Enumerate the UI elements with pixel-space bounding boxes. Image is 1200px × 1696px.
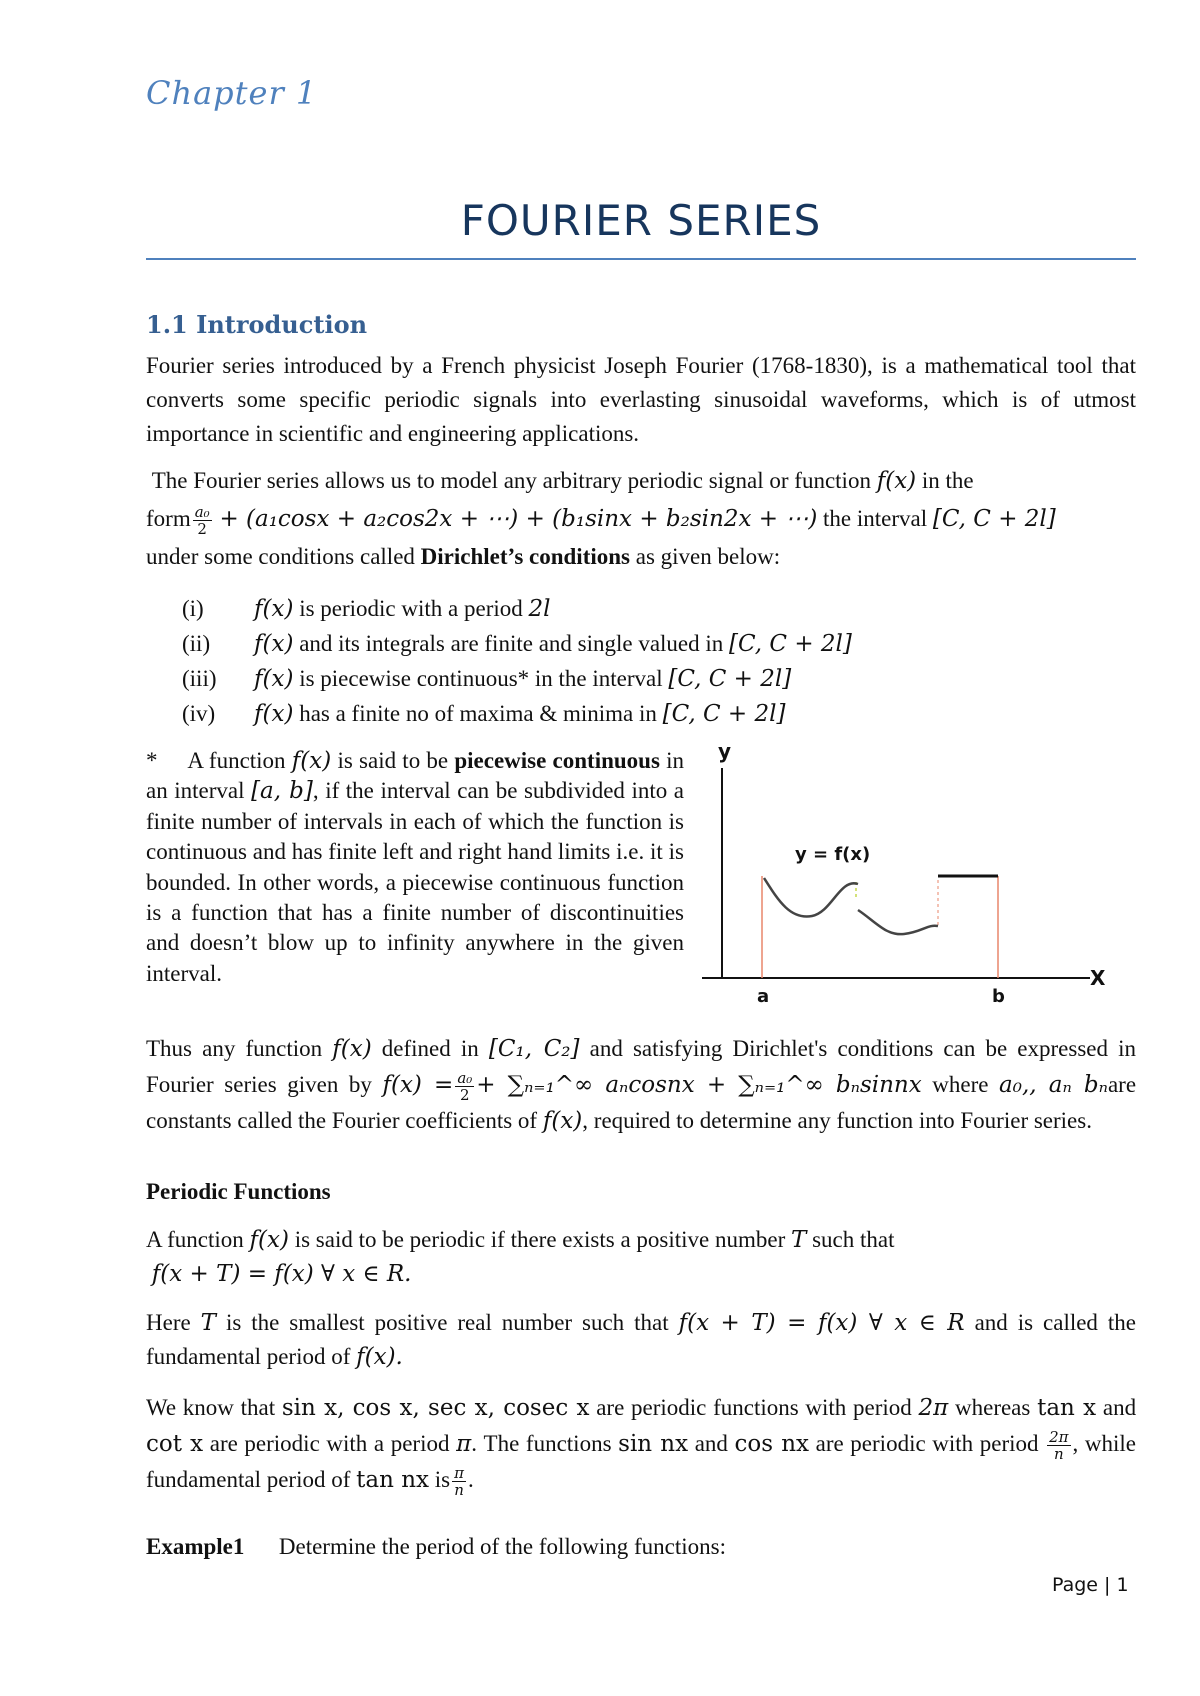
fraction-2pi-over-n: $\frac{2\pi}{n}$ xyxy=(1049,1428,1069,1464)
fourier-series-paragraph: Thus any function f(x) defined in [C₁, C₂] and satisfying Dirichlet's conditions can be expressed in Fourier series given by f(x) = $\frac{\text{a₀}}{2}$ + ∑ₙ₌₁^∞ aₙcosnx + ∑ₙ₌₁^∞ bₙsinnx where a₀,, aₙ bₙare constants called the Fourier coefficients of f(x), required to determine any function into Fourier series. xyxy=(146,1036,1137,1135)
fraction-pi-over-n: $\frac{\pi}{n}$ xyxy=(454,1464,464,1500)
fundamental-period-paragraph: Here T is the smallest positive real number such that f(x + T) = f(x) ∀ x ∈ R and is called the fundamental period of f(x). xyxy=(146,1310,1136,1370)
example-line: Example1 Determine the period of the following functions: xyxy=(146,1534,726,1559)
b-label: b xyxy=(992,986,1005,1007)
curve-segment-1 xyxy=(764,878,858,917)
trig-periods-paragraph: We know that sin x, cos x, sec x, cosec x are periodic functions with period 2π whereas tan x and cot x are periodic with a period π. The functions sin nx and cos nx are periodic with period $\frac{2\pi}{n}$ , while fundamental period of tan nx is $\frac{\pi}{n}$ . xyxy=(146,1395,1137,1500)
curve-segment-2 xyxy=(858,910,938,934)
y-axis-label: y xyxy=(718,740,732,763)
title-underline xyxy=(146,258,1136,260)
fraction-a0-over-2: $\frac{\text{a₀}}{2}$ xyxy=(194,503,210,539)
condition-item: (ii) f(x) and its integrals are finite and single valued in [C, C + 2l] xyxy=(182,631,852,657)
piecewise-function-figure xyxy=(690,740,1140,1010)
condition-item: (i) f(x) is periodic with a period 2l xyxy=(182,596,551,622)
periodic-definition: A function f(x) is said to be periodic if there exists a positive number T such that f(x + T) = f(x) ∀ x ∈ R. xyxy=(146,1227,895,1287)
fourier-form-paragraph: The Fourier series allows us to model any arbitrary periodic signal or function f(x) in the form $\frac{\text{a₀}}{2}$ + (a₁cosx + a₂cos2x + ⋯) + (b₁sinx + b₂sin2x + ⋯) the interval [C, C + 2l] under some conditions called Dirichlet’s conditions as given below: xyxy=(146,468,1056,569)
x-axis-label: X xyxy=(1090,966,1106,990)
condition-item: (iii) f(x) is piecewise continuous* in the interval [C, C + 2l] xyxy=(182,666,792,692)
page-number-footer: Page | 1 xyxy=(1052,1574,1129,1596)
periodic-functions-heading: Periodic Functions xyxy=(146,1179,331,1204)
piecewise-note: * A function f(x) is said to be piecewise continuous in an interval [a, b], if the interval can be subdivided into a finite number of intervals in each of which the function is continuous and has finite left and right hand limits i.e. it is bounded. In other words, a piecewise continuous function is a function that has a finite number of discontinuities and doesn’t blow up to infinity anywhere in the given interval. xyxy=(146,748,685,986)
section-heading: 1.1 Introduction xyxy=(146,310,368,339)
a-label: a xyxy=(757,986,770,1007)
page-title: FOURIER SERIES xyxy=(460,196,822,245)
chapter-label: Chapter 1 xyxy=(146,74,318,112)
intro-paragraph: Fourier series introduced by a French physicist Joseph Fourier (1768-1830), is a mathematical tool that converts some specific periodic signals into everlasting sinusoidal waveforms, which is of utmost importance in scientific and engineering applications. xyxy=(146,353,1136,446)
curve-label: y = f(x) xyxy=(795,844,871,865)
fraction-a0-over-2: $\frac{\text{a₀}}{2}$ xyxy=(457,1069,473,1105)
condition-item: (iv) f(x) has a finite no of maxima & minima in [C, C + 2l] xyxy=(182,701,786,727)
